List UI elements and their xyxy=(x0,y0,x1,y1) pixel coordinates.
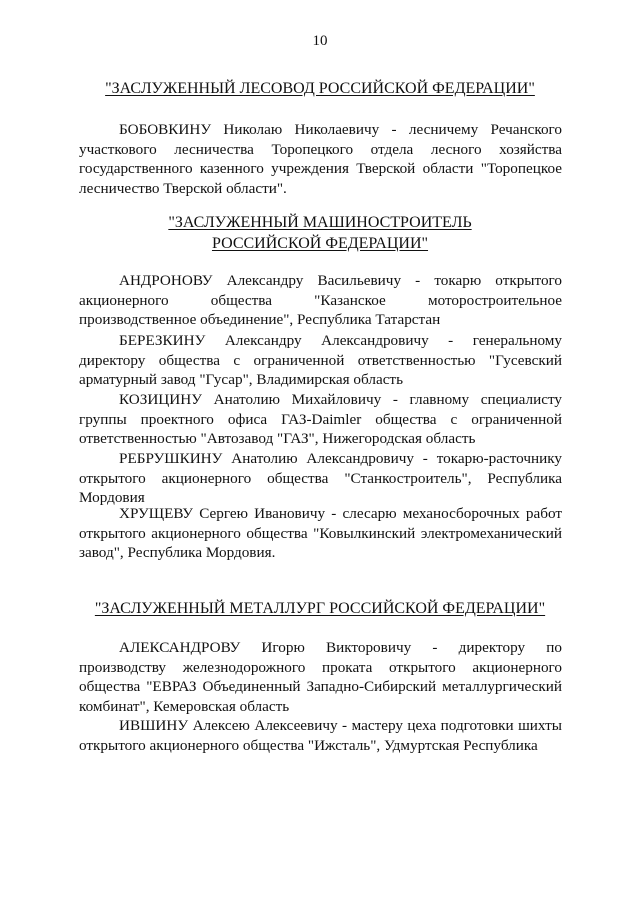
heading-line: РОССИЙСКОЙ ФЕДЕРАЦИИ" xyxy=(211,235,429,252)
award-paragraph: БЕРЕЗКИНУ Александру Александровичу - генеральному директору общества с ограниченной ответственностью "Гусевский арматурный завод "Гусар", Владимирская область xyxy=(79,332,562,389)
page-number: 10 xyxy=(312,33,328,49)
award-paragraph: ХРУЩЕВУ Сергею Ивановичу - слесарю механосборочных работ открытого акционерного общества "Ковылкинский электромеханический завод", Республика Мордовия. xyxy=(79,505,562,562)
heading-line: "ЗАСЛУЖЕННЫЙ МЕТАЛЛУРГ РОССИЙСКОЙ ФЕДЕРАЦИИ" xyxy=(94,600,546,617)
award-paragraph: БОБОВКИНУ Николаю Николаевичу - лесничему Речанского участкового лесничества Торопецкого отдела лесного хозяйства государственного казенного учреждения Тверской области "Торопецкое лесничество Тверской области". xyxy=(79,121,562,197)
section-heading-forester xyxy=(0,78,640,99)
award-paragraph: РЕБРУШКИНУ Анатолию Александровичу - токарю-расточнику открытого акционерного общества "Станкостроитель", Республика Мордовия xyxy=(79,450,562,507)
section-heading-machine-builder xyxy=(0,212,640,254)
heading-line: "ЗАСЛУЖЕННЫЙ ЛЕСОВОД РОССИЙСКОЙ ФЕДЕРАЦИИ" xyxy=(105,80,535,97)
award-paragraph: ИВШИНУ Алексею Алексеевичу - мастеру цеха подготовки шихты открытого акционерного общества "Ижсталь", Удмуртская Республика xyxy=(79,717,562,754)
award-paragraph: АНДРОНОВУ Александру Васильевичу - токарю открытого акционерного общества "Казанское моторостроительное производственное объединение", Республика Татарстан xyxy=(79,272,562,329)
award-paragraph: КОЗИЦИНУ Анатолию Михайловичу - главному специалисту группы проектного офиса ГАЗ-Daimler общества с ограниченной ответственностью "Автозавод "ГАЗ", Нижегородская область xyxy=(79,391,562,448)
heading-line: "ЗАСЛУЖЕННЫЙ МАШИНОСТРОИТЕЛЬ xyxy=(168,214,472,231)
section-heading-metallurgist xyxy=(0,598,640,619)
award-paragraph: АЛЕКСАНДРОВУ Игорю Викторовичу - директору по производству железнодорожного проката открытого акционерного общества "ЕВРАЗ Объединенный Западно-Сибирский металлургический комбинат", Кемеровская область xyxy=(79,639,562,715)
